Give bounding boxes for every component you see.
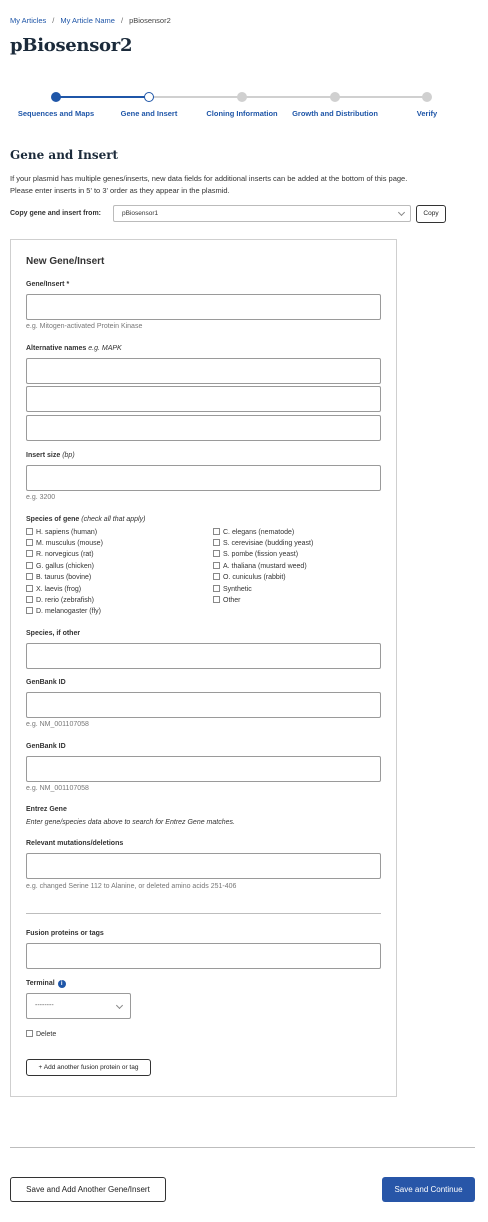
alternative-names-label: [26, 345, 122, 352]
copy-button[interactable]: Copy: [416, 205, 446, 223]
breadcrumb-my-articles[interactable]: My Articles: [10, 16, 47, 25]
species-option-h-sapiens[interactable]: [26, 528, 97, 536]
insert-size-hint: e.g. 3200: [26, 494, 56, 501]
fusion-proteins-label: Fusion proteins or tags: [26, 930, 104, 937]
step-label-growth-and-distribution[interactable]: Growth and Distribution: [292, 109, 378, 118]
species-option-r-norvegicus[interactable]: [26, 550, 94, 558]
alternative-name-input-1[interactable]: [26, 358, 381, 384]
intro-line-2: Please enter inserts in 5' to 3' order as they appear in the plasmid.: [10, 186, 230, 195]
section-intro: [10, 173, 480, 197]
breadcrumb: [10, 16, 171, 25]
species-other-input[interactable]: [26, 643, 381, 669]
species-option-label: C. elegans (nematode): [223, 529, 295, 536]
checkbox[interactable]: [213, 573, 220, 580]
genbank-id-label-1: GenBank ID: [26, 679, 66, 686]
checkbox[interactable]: [26, 607, 33, 614]
checkbox[interactable]: [213, 596, 220, 603]
alternative-name-input-3[interactable]: [26, 415, 381, 441]
genbank-id-label-2: GenBank ID: [26, 743, 66, 750]
terminal-select[interactable]: [26, 993, 131, 1019]
species-option-m-musculus[interactable]: [26, 539, 103, 547]
fusion-proteins-input[interactable]: [26, 943, 381, 969]
species-option-other[interactable]: [213, 596, 241, 604]
save-and-continue-button[interactable]: Save and Continue: [382, 1177, 475, 1202]
insert-size-unit: (bp): [62, 452, 75, 459]
step-line-pending: [149, 96, 427, 98]
breadcrumb-separator: /: [120, 16, 124, 25]
breadcrumb-separator: /: [52, 16, 55, 25]
step-label-verify[interactable]: Verify: [416, 109, 438, 118]
panel-title: New Gene/Insert: [26, 256, 105, 267]
progress-stepper: [0, 88, 488, 124]
species-label-text: Species of gene: [26, 516, 80, 523]
checkbox[interactable]: [213, 585, 220, 592]
genbank-id-input-1[interactable]: [26, 692, 381, 718]
species-option-s-cerevisiae[interactable]: [213, 539, 313, 547]
info-icon[interactable]: i: [58, 980, 66, 988]
breadcrumb-current: pBiosensor2: [129, 16, 171, 25]
alternative-names-label-text: Alternative names: [26, 345, 87, 352]
species-option-label: R. norvegicus (rat): [36, 551, 94, 558]
copy-from-row: [10, 205, 480, 223]
chevron-down-icon: [398, 209, 405, 216]
species-option-label: A. thaliana (mustard weed): [223, 563, 307, 570]
mutations-label: Relevant mutations/deletions: [26, 840, 124, 847]
species-option-label: O. cuniculus (rabbit): [223, 574, 286, 581]
species-option-g-gallus[interactable]: [26, 562, 94, 570]
step-label-cloning-information[interactable]: Cloning Information: [206, 109, 278, 118]
save-and-add-another-button[interactable]: Save and Add Another Gene/Insert: [10, 1177, 166, 1202]
alternative-names-example: e.g. MAPK: [88, 345, 122, 352]
section-divider: [26, 913, 381, 914]
page-title: pBiosensor2: [10, 35, 133, 56]
species-option-synthetic[interactable]: [213, 585, 252, 593]
species-hint: (check all that apply): [81, 516, 146, 523]
insert-size-label-text: Insert size: [26, 452, 61, 459]
genbank-id-hint-2: e.g. NM_001107058: [26, 785, 89, 792]
terminal-label: [26, 980, 66, 988]
checkbox[interactable]: [26, 596, 33, 603]
checkbox[interactable]: [26, 528, 33, 535]
footer-divider: [10, 1147, 475, 1148]
step-dot-gene-and-insert[interactable]: [144, 92, 154, 102]
step-label-sequences-and-maps[interactable]: Sequences and Maps: [17, 109, 95, 118]
checkbox[interactable]: [26, 562, 33, 569]
copy-from-select[interactable]: [113, 205, 411, 222]
checkbox[interactable]: [26, 585, 33, 592]
species-option-label: D. melanogaster (fly): [36, 608, 101, 615]
species-option-o-cuniculus[interactable]: [213, 573, 286, 581]
species-option-x-laevis[interactable]: [26, 585, 81, 593]
species-option-b-taurus[interactable]: [26, 573, 91, 581]
gene-insert-label: Gene/Insert *: [26, 281, 70, 288]
step-line-done: [56, 96, 149, 98]
species-option-label: D. rerio (zebrafish): [36, 597, 94, 604]
species-option-label: Synthetic: [223, 586, 252, 593]
checkbox[interactable]: [213, 539, 220, 546]
species-option-label: Other: [223, 597, 241, 604]
delete-checkbox[interactable]: [26, 1030, 33, 1037]
chevron-down-icon: [116, 1002, 123, 1009]
species-option-s-pombe[interactable]: [213, 550, 298, 558]
terminal-label-text: Terminal: [26, 980, 55, 987]
gene-insert-hint: e.g. Mitogen-activated Protein Kinase: [26, 323, 143, 330]
step-dot-sequences-and-maps[interactable]: [51, 92, 61, 102]
species-option-d-rerio[interactable]: [26, 596, 94, 604]
species-option-label: M. musculus (mouse): [36, 540, 103, 547]
genbank-id-hint-1: e.g. NM_001107058: [26, 721, 89, 728]
step-label-gene-and-insert[interactable]: Gene and Insert: [120, 109, 178, 118]
insert-size-label: [26, 452, 75, 459]
checkbox[interactable]: [213, 550, 220, 557]
section-title: Gene and Insert: [10, 148, 119, 162]
species-option-d-melanogaster[interactable]: [26, 607, 101, 615]
species-other-label: Species, if other: [26, 630, 81, 637]
step-dot-verify[interactable]: [422, 92, 432, 102]
species-option-label: X. laevis (frog): [36, 586, 82, 593]
species-option-label: B. taurus (bovine): [36, 574, 92, 581]
species-option-label: S. pombe (fission yeast): [223, 551, 299, 558]
alternative-name-input-2[interactable]: [26, 386, 381, 412]
insert-size-input[interactable]: [26, 465, 381, 491]
species-label: [26, 516, 145, 523]
species-option-label: G. gallus (chicken): [36, 563, 94, 570]
checkbox[interactable]: [26, 573, 33, 580]
intro-line-1: If your plasmid has multiple genes/inserts, new data fields for additional inserts can be added at the bottom of this page.: [10, 174, 408, 183]
step-dot-growth-and-distribution[interactable]: [330, 92, 340, 102]
mutations-input[interactable]: [26, 853, 381, 879]
breadcrumb-my-article-name[interactable]: My Article Name: [60, 16, 115, 25]
copy-from-selected-value: pBiosensor1: [122, 210, 159, 217]
species-option-a-thaliana[interactable]: [213, 562, 307, 570]
gene-insert-input[interactable]: [26, 294, 381, 320]
genbank-id-input-2[interactable]: [26, 756, 381, 782]
species-option-label: H. sapiens (human): [36, 529, 98, 536]
mutations-hint: e.g. changed Serine 112 to Alanine, or deleted amino acids 251-406: [26, 883, 237, 890]
species-option-c-elegans[interactable]: [213, 528, 294, 536]
step-dot-cloning-information[interactable]: [237, 92, 247, 102]
delete-label: Delete: [36, 1031, 57, 1038]
species-option-label: S. cerevisiae (budding yeast): [223, 540, 314, 547]
entrez-gene-label: Entrez Gene: [26, 806, 67, 813]
new-gene-insert-panel: [10, 239, 397, 1097]
terminal-selected-value: --------: [35, 1002, 54, 1009]
add-fusion-protein-button[interactable]: + Add another fusion protein or tag: [26, 1059, 151, 1076]
checkbox[interactable]: [26, 539, 33, 546]
checkbox[interactable]: [26, 550, 33, 557]
entrez-gene-note: Enter gene/species data above to search for Entrez Gene matches.: [26, 819, 235, 826]
checkbox[interactable]: [213, 562, 220, 569]
delete-checkbox-row[interactable]: [26, 1030, 56, 1038]
copy-from-label: Copy gene and insert from:: [10, 210, 102, 217]
checkbox[interactable]: [213, 528, 220, 535]
